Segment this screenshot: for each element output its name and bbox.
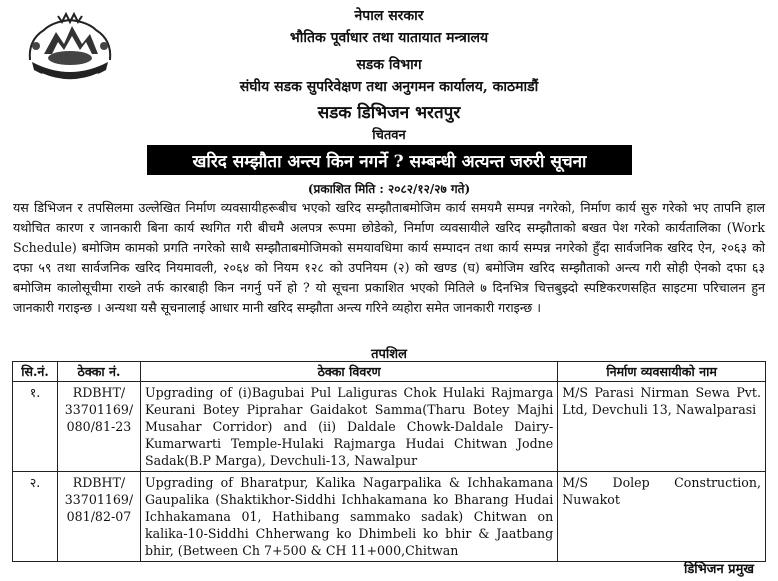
notice-title: खरिद सम्झौता अन्त्य किन नगर्ने ? सम्बन्धी अत्यन्त जरुरी सूचना <box>147 145 632 175</box>
column-header: सि.नं. <box>13 362 58 382</box>
column-header: ठेक्का विवरण <box>140 362 557 382</box>
serial-number: २. <box>13 472 58 562</box>
signatory-title: डिभिजन प्रमुख <box>683 562 754 577</box>
table-header-row <box>13 362 766 382</box>
ministry-name: भौतिक पूर्वाधार तथा यातायात मन्त्रालय <box>289 30 489 46</box>
notice-body: यस डिभिजन र तपसिलमा उल्लेखित निर्माण व्यवसायीहरूबीच भएको खरिद सम्झौताबमोजिम कार्य समयमै सम्पन्न नगरेको, निर्माण कार्य सुरु गरेको भए तापनि हाल यथोचित कारण र जानकारी बिना कार्य स्थगित गरी बीचमै अलपत्र रूपमा छोडेको, निर्माण व्यवसायीले खरिद सम्झौताको बखत पेश गरेको कार्यतालिका (Work Schedule) बमोजिम कामको प्रगति नगरेको साथै सम्झौताबमोजिमको समयावधिमा कार्य सम्पादन तथा कार्य सम्पन्न नगरेको हुँदा सार्वजनिक खरिद ऐन, २०६३ को दफा ५९ तथा सार्वजनिक खरिद नियमावली, २०६४ को नियम १२८ को उपनियम (२) को खण्ड (घ) बमोजिम खरिद सम्झौताको अन्त्य गरी सोही ऐनको दफा ६३ बमोजिम कालोसूचीमा राख्ने तर्फ कारबाही किन नगर्नु पर्ने हो ? यो सूचना प्रकाशित भएको मितिले ७ दिनभित्र चित्तबुझ्दो स्पष्टिकरणसहित साइटमा परिचालन हुन जानकारी गराइन्छ । अन्यथा यसै सूचनालाई आधार मानी खरिद सम्झौता अन्त्य गरिने व्यहोरा समेत जानकारी गराइन्छ । <box>13 200 765 315</box>
contracts-table <box>12 361 766 562</box>
contract-number: RDBHT/ 33701169/ 080/81-23 <box>57 382 140 472</box>
district-name: चितवन <box>372 128 406 143</box>
contractor-name: M/S Dolep Construction, Nuwakot <box>558 472 766 562</box>
column-header: ठेक्का नं. <box>57 362 140 382</box>
office-name: संघीय सडक सुपरिवेक्षण तथा अनुगमन कार्यालय, काठमाडौं <box>239 79 539 95</box>
government-name: नेपाल सरकार <box>354 8 424 24</box>
column-header: निर्माण व्यवसायीको नाम <box>558 362 766 382</box>
serial-number: १. <box>13 382 58 472</box>
table-row <box>13 382 766 472</box>
published-date: (प्रकाशित मिति : २०८२/१२/२७ गते) <box>307 182 471 196</box>
contract-description: Upgrading of (i)Bagubai Pul Laliguras Chok Hulaki Rajmarga Keurani Botey Piprahar Gaidakot Samma(Tharu Botey Majhi Musahar Corridor) and (ii) Daldale Chowk-Daldale Dairy-Kumarwarti Temple-Hulaki Rajmarga Hudai Chitwan Jodne Sadak(B.P Marga), Devchuli-13, Nawalpur <box>140 382 557 472</box>
contract-number: RDBHT/ 33701169/ 081/82-07 <box>57 472 140 562</box>
schedule-heading: तपशिल <box>371 347 407 362</box>
contractor-name: M/S Parasi Nirman Sewa Pvt. Ltd, Devchuli 13, Nawalparasi <box>558 382 766 472</box>
division-name: सडक डिभिजन भरतपुर <box>317 103 461 123</box>
contract-description: Upgrading of Bharatpur, Kalika Nagarpalika & Ichhakamana Gaupalika (Shaktikhor-Siddhi Ichhakamana ko Bharang Hudai Ichhakamana 01, Hathibang sammako sadak) Chitwan on kalika-10-Siddhi Chherwang ko Dhimbeli ko bhir & Jaatbang bhir, (Between Ch 7+500 & CH 11+000,Chitwan <box>140 472 557 562</box>
department-name: सडक विभाग <box>356 57 422 73</box>
table-row <box>13 472 766 562</box>
